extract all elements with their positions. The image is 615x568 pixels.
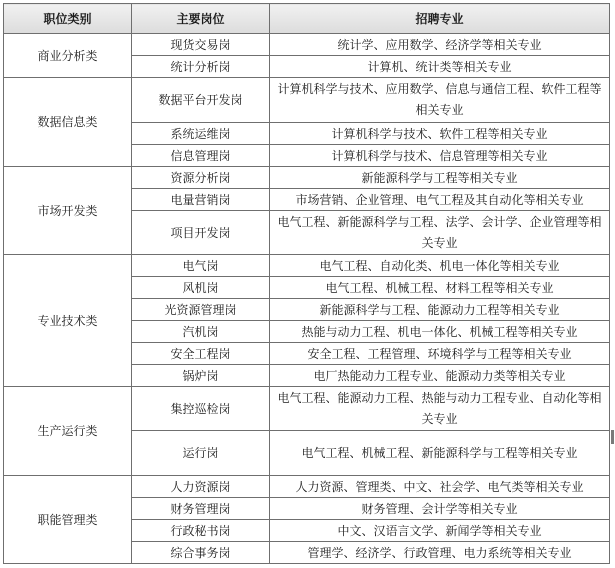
scrollbar-thumb[interactable] xyxy=(611,430,614,444)
major-cell: 财务管理、会计学等相关专业 xyxy=(270,498,610,520)
major-cell: 人力资源、管理类、中文、社会学、电气类等相关专业 xyxy=(270,476,610,498)
category-cell: 市场开发类 xyxy=(4,167,132,255)
position-cell: 光资源管理岗 xyxy=(132,299,270,321)
major-cell: 电气工程、新能源科学与工程、法学、会计学、企业管理等相关专业 xyxy=(270,211,610,255)
table-row xyxy=(4,387,610,431)
major-cell: 计算机、统计类等相关专业 xyxy=(270,56,610,78)
position-cell: 汽机岗 xyxy=(132,321,270,343)
position-cell: 系统运维岗 xyxy=(132,123,270,145)
position-cell: 财务管理岗 xyxy=(132,498,270,520)
position-cell: 安全工程岗 xyxy=(132,343,270,365)
position-cell: 信息管理岗 xyxy=(132,145,270,167)
category-cell: 专业技术类 xyxy=(4,255,132,387)
recruitment-table xyxy=(3,3,610,564)
major-cell: 市场营销、企业管理、电气工程及其自动化等相关专业 xyxy=(270,189,610,211)
table-row xyxy=(4,476,610,498)
major-cell: 管理学、经济学、行政管理、电力系统等相关专业 xyxy=(270,542,610,564)
major-cell: 电气工程、机械工程、材料工程等相关专业 xyxy=(270,277,610,299)
major-cell: 电气工程、自动化类、机电一体化等相关专业 xyxy=(270,255,610,277)
header-row xyxy=(4,4,610,34)
position-cell: 行政秘书岗 xyxy=(132,520,270,542)
header-major: 招聘专业 xyxy=(270,4,610,34)
position-cell: 统计分析岗 xyxy=(132,56,270,78)
header-position: 主要岗位 xyxy=(132,4,270,34)
position-cell: 现货交易岗 xyxy=(132,34,270,56)
major-cell: 安全工程、工程管理、环境科学与工程等相关专业 xyxy=(270,343,610,365)
major-cell: 新能源科学与工程等相关专业 xyxy=(270,167,610,189)
position-cell: 风机岗 xyxy=(132,277,270,299)
table-row xyxy=(4,255,610,277)
major-cell: 电厂热能动力工程专业、能源动力类等相关专业 xyxy=(270,365,610,387)
major-cell: 中文、汉语言文学、新闻学等相关专业 xyxy=(270,520,610,542)
position-cell: 电气岗 xyxy=(132,255,270,277)
category-cell: 生产运行类 xyxy=(4,387,132,476)
major-cell: 统计学、应用数学、经济学等相关专业 xyxy=(270,34,610,56)
major-cell: 电气工程、能源动力工程、热能与动力工程专业、自动化等相关专业 xyxy=(270,387,610,431)
position-cell: 资源分析岗 xyxy=(132,167,270,189)
table-row xyxy=(4,78,610,123)
category-cell: 商业分析类 xyxy=(4,34,132,78)
table-row xyxy=(4,34,610,56)
category-cell: 数据信息类 xyxy=(4,78,132,167)
position-cell: 数据平台开发岗 xyxy=(132,78,270,123)
major-cell: 计算机科学与技术、信息管理等相关专业 xyxy=(270,145,610,167)
major-cell: 计算机科学与技术、软件工程等相关专业 xyxy=(270,123,610,145)
major-cell: 电气工程、机械工程、新能源科学与工程等相关专业 xyxy=(270,431,610,476)
position-cell: 项目开发岗 xyxy=(132,211,270,255)
position-cell: 人力资源岗 xyxy=(132,476,270,498)
major-cell: 计算机科学与技术、应用数学、信息与通信工程、软件工程等相关专业 xyxy=(270,78,610,123)
position-cell: 综合事务岗 xyxy=(132,542,270,564)
major-cell: 热能与动力工程、机电一体化、机械工程等相关专业 xyxy=(270,321,610,343)
position-cell: 电量营销岗 xyxy=(132,189,270,211)
table-row xyxy=(4,167,610,189)
position-cell: 锅炉岗 xyxy=(132,365,270,387)
category-cell: 职能管理类 xyxy=(4,476,132,564)
position-cell: 运行岗 xyxy=(132,431,270,476)
position-cell: 集控巡检岗 xyxy=(132,387,270,431)
major-cell: 新能源科学与工程、能源动力工程等相关专业 xyxy=(270,299,610,321)
header-category: 职位类别 xyxy=(4,4,132,34)
